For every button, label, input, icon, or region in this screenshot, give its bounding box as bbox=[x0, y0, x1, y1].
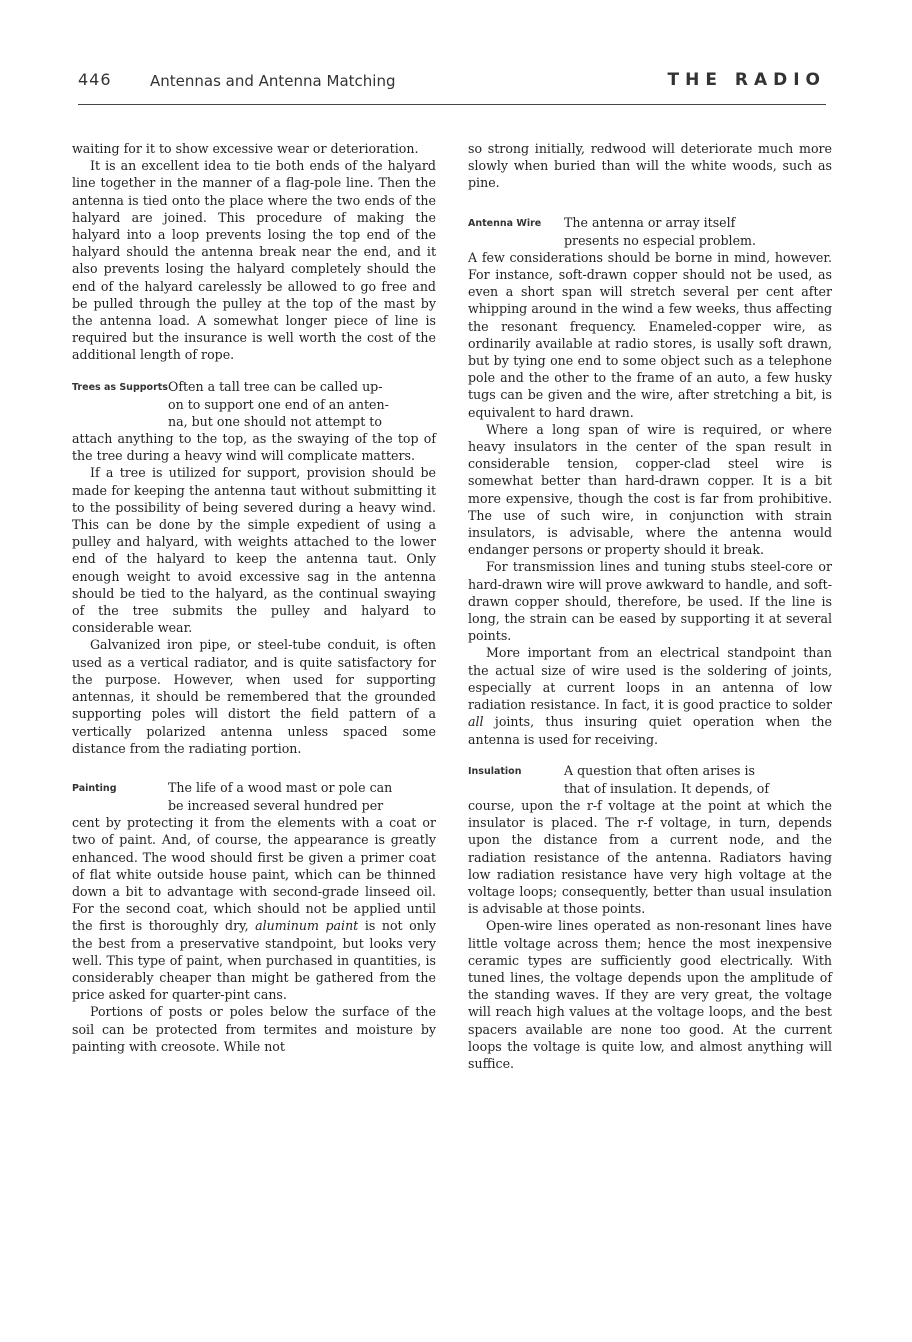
section-heading: Trees as Supports bbox=[72, 381, 168, 393]
section-text: A few considerations should be borne in mind, however. For instance, soft-drawn copper should not be used, as even a short span will stretch several per cent after whipping around in the wind a few weeks, thus affecting the resonant frequency. Enameled-copper wire, as ordinarily available at radio stores, is usally soft drawn, but by tying one end to some object such as a telephone pole and the other to the frame of an auto, a few husky tugs can be given and the wire, after stretching a bit, is equivalent to hard drawn. bbox=[468, 249, 832, 420]
section-text: The antenna or array itself bbox=[564, 214, 736, 230]
right-column bbox=[468, 140, 832, 1072]
text-run: More important from an electrical standpoint than the actual size of wire used is the soldering of joints, especially at current loops in an antenna of low radiation resistance. In fact, it is good practice to solder bbox=[468, 645, 832, 713]
section-text: attach anything to the top, as the swaying of the top of the tree during a heavy wind will complicate matters. bbox=[72, 431, 436, 464]
section-text: that of insulation. It depends, of bbox=[564, 780, 769, 796]
page-number: 446 bbox=[78, 70, 112, 89]
paragraph bbox=[468, 644, 832, 747]
header-rule bbox=[78, 104, 826, 105]
paragraph: It is an excellent idea to tie both ends of the halyard line together in the manner of a flag-pole line. Then the antenna is tied onto the place where the two ends of the halyard are joined. This procedure of making the halyard into a loop prevents losing the top end of the halyard should the antenna break near the end, and it also prevents losing the halyard completely should the end of the halyard carelessly be allowed to go free and be pulled through the pulley at the top of the mast by the antenna load. A somewhat longer piece of line is required but the insurance is well worth the cost of the additional length of rope. bbox=[72, 158, 436, 363]
paragraph: Where a long span of wire is required, or where heavy insulators in the center of the span result in considerable tension, copper-clad steel wire is somewhat better than hard-drawn copper. It is a bit more expensive, though the cost is far from prohibitive. The use of such wire, in conjunction with strain insulators, is advisable, where the antenna would endanger persons or property should it break. bbox=[468, 421, 832, 558]
chapter-title: Antennas and Antenna Matching bbox=[150, 72, 396, 90]
paragraph: For transmission lines and tuning stubs steel-core or hard-drawn wire will prove awkward to handle, and soft-drawn copper should, therefore, be used. If the line is long, the strain can be eased by supporting it at several points. bbox=[468, 559, 832, 644]
section-text: on to support one end of an anten- bbox=[168, 396, 389, 412]
section-heading: Painting bbox=[72, 782, 117, 794]
section-text: A question that often arises is bbox=[564, 762, 756, 778]
paragraph: Open-wire lines operated as non-resonant lines have little voltage across them; hence the most inexpensive ceramic types are sufficiently good electrically. With tuned lines, the voltage depends upon the amplitude of the standing waves. If they are very great, the voltage will reach high values at the voltage loops, and the best spacers available are none too good. At the current loops the voltage is quite low, and almost anything will suffice. bbox=[468, 918, 832, 1071]
text-run: is not only the best from a preservative standpoint, but looks very well. This type of paint, when purchased in quantities, is considerably cheaper than might be gathered from the price asked for quarter-pint cans. bbox=[72, 918, 436, 1003]
paragraph: waiting for it to show excessive wear or deterioration. bbox=[72, 141, 419, 156]
section-trees-as-supports bbox=[72, 378, 436, 465]
paragraph: so strong initially, redwood will deteriorate much more slowly when buried than will the white woods, such as pine. bbox=[468, 141, 832, 191]
section-painting bbox=[72, 779, 436, 1003]
section-text: Often a tall tree can be called up- bbox=[168, 378, 383, 394]
paragraph: Portions of posts or poles below the surface of the soil can be protected from termites and moisture by painting with creosote. While not bbox=[72, 1004, 436, 1054]
left-column bbox=[72, 140, 436, 1055]
emphasis: aluminum paint bbox=[255, 918, 359, 934]
running-head: THE RADIO bbox=[667, 70, 826, 90]
section-insulation bbox=[468, 762, 832, 918]
section-heading: Antenna Wire bbox=[468, 217, 542, 229]
section-text: presents no especial problem. bbox=[564, 232, 756, 248]
text-run: cent by protecting it from the elements with a coat or two of paint. And, of course, the appearance is greatly enhanced. The wood should first be given a primer coat of flat white outside house paint, which can be thinned down a bit to advantage with second-grade linseed oil. For the second coat, which should not be applied until the first is thoroughly dry, bbox=[72, 815, 436, 934]
emphasis: all bbox=[468, 714, 484, 730]
page-header bbox=[78, 70, 826, 100]
section-antenna-wire bbox=[468, 214, 832, 421]
paragraph: If a tree is utilized for support, provision should be made for keeping the antenna taut without submitting it to the possibility of being severed during a heavy wind. This can be done by the simple expedient of using a pulley and halyard, with weights attached to the lower end of the halyard to keep the antenna taut. Only enough weight to avoid excessive sag in the antenna should be tied to the halyard, as the continual swaying of the tree submits the pulley and halyard to considerable wear. bbox=[72, 465, 436, 636]
paragraph: Galvanized iron pipe, or steel-tube conduit, is often used as a vertical radiator, and is quite satisfactory for the purpose. However, when used for supporting antennas, it should be remembered that the grounded supporting poles will distort the field pattern of a vertically polarized antenna unless spaced some distance from the radiating portion. bbox=[72, 637, 436, 756]
text-run: joints, thus insuring quiet operation when the antenna is used for receiving. bbox=[468, 714, 832, 747]
section-heading: Insulation bbox=[468, 765, 522, 777]
section-text bbox=[72, 814, 436, 1003]
section-text: The life of a wood mast or pole can bbox=[168, 779, 393, 795]
section-text: be increased several hundred per bbox=[168, 797, 384, 813]
section-text: course, upon the r-f voltage at the point at which the insulator is placed. The r-f voltage, in turn, depends upon the distance from a current node, and the radiation resistance of the antenna. Radiators having low radiation resistance have very high voltage at the voltage loops; consequently, better than usual insulation is advisable at those points. bbox=[468, 797, 832, 917]
section-text: na, but one should not attempt to bbox=[168, 413, 382, 429]
